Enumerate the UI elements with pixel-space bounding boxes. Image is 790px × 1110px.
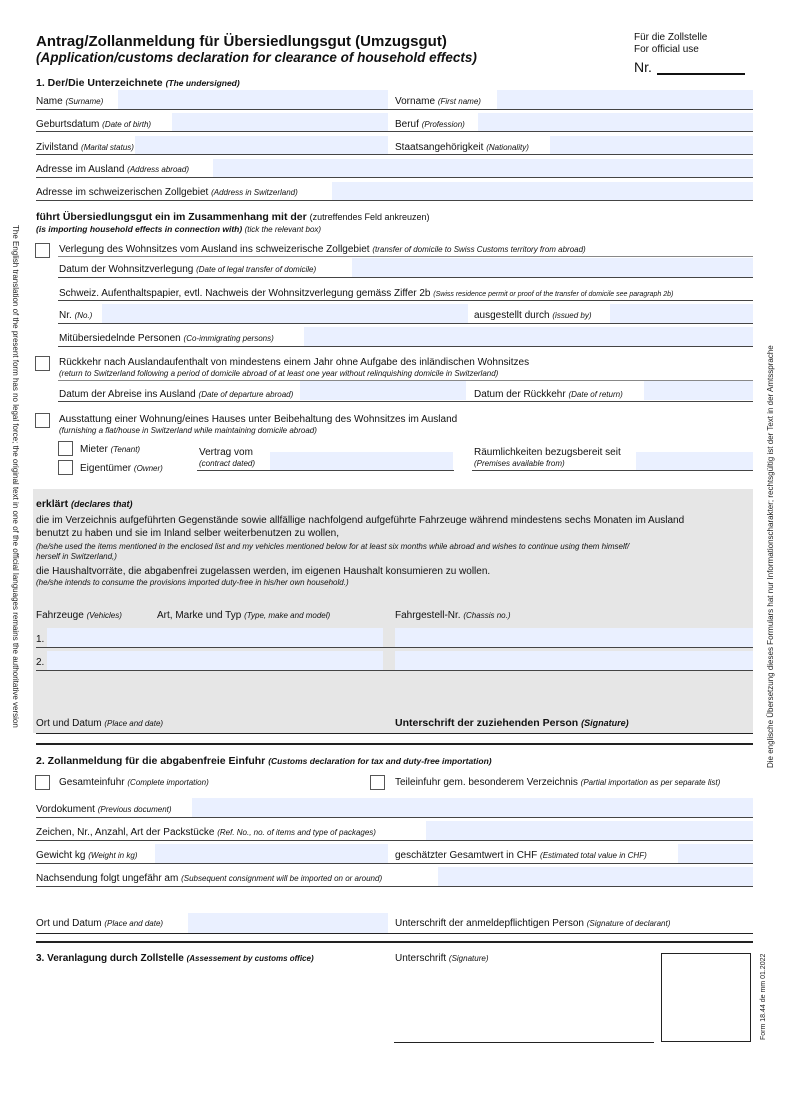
declares-line1: die im Verzeichnis aufgeführten Gegenstände sowie allfällige nachfolgend aufgeführte Fahrzeuge während mindestens sechs Monaten im Ausland [36,515,685,526]
issued-by-label: ausgestellt durch (issued by) [474,310,592,321]
subsequent-field[interactable] [440,870,751,884]
declares-signature-label: Unterschrift der zuziehenden Person (Signature) [395,717,629,729]
transfer-date-label: Datum der Wohnsitzverlegung (Date of legal transfer of domicile) [59,264,317,275]
declares-heading: erklärt (declares that) [36,498,133,510]
vehicle1-chassis-field[interactable] [397,631,751,645]
dob-label: Geburtsdatum (Date of birth) [36,119,152,130]
nationality-label: Staatsangehörigkeit (Nationality) [395,142,529,153]
imports-heading: führt Übersiedlungsgut ein im Zusammenhang mit der (zutreffendes Feld ankreuzen) [36,211,430,223]
vehicle1-make-field[interactable] [49,631,381,645]
dob-field[interactable] [174,116,386,130]
profession-field[interactable] [480,116,751,130]
row-line [58,401,753,402]
complete-import-checkbox[interactable] [35,775,50,790]
profession-label: Beruf (Profession) [395,119,465,130]
addr-abroad-label: Adresse im Ausland (Address abroad) [36,164,189,175]
title-de: Antrag/Zollanmeldung für Übersiedlungsgut (Umzugsgut) [36,33,447,50]
chassis-label: Fahrgestell-Nr. (Chassis no.) [395,610,511,621]
nationality-field[interactable] [552,139,751,153]
contract-date-field[interactable] [272,455,451,469]
vehicle2-make-field[interactable] [49,654,381,668]
left-margin-note: The English translation of the present form has no legal force; the original text in one of the official languages remains the authoritative version [11,225,20,728]
packages-label: Zeichen, Nr., Anzahl, Art der Packstücke (Ref. No., no. of items and type of packages) [36,827,376,838]
row-line [472,470,753,471]
tenant-checkbox[interactable] [58,441,73,456]
row-line [36,200,753,201]
section3-signature-label: Unterschrift (Signature) [395,953,489,964]
declares-line4: herself in Switzerland,) [36,552,117,561]
weight-field[interactable] [157,847,386,861]
transfer-domicile-checkbox[interactable] [35,243,50,258]
contract-label-en: (contract dated) [199,459,256,468]
title-en: (Application/customs declaration for clearance of household effects) [36,50,477,65]
premises-label: Räumlichkeiten bezugsbereit seit [474,447,621,458]
vehicle2-chassis-field[interactable] [397,654,751,668]
declares-place-date-label: Ort und Datum (Place and date) [36,718,164,729]
furnishing-checkbox[interactable] [35,413,50,428]
permit-label: Schweiz. Aufenthaltspapier, evtl. Nachweis der Wohnsitzverlegung gemäss Ziffer 2b (Swiss residence permit or proof of the transfer of domicile see paragraph 2b) [59,288,674,299]
owner-label: Eigentümer (Owner) [80,463,163,474]
row-line [36,817,753,818]
row-line [36,670,753,671]
subsequent-label: Nachsendung folgt ungefähr am (Subsequent consignment will be imported on or around) [36,873,383,884]
tenant-label: Mieter (Tenant) [80,444,141,455]
prev-doc-field[interactable] [194,801,751,815]
partial-import-checkbox[interactable] [370,775,385,790]
section3-heading: 3. Veranlagung durch Zollstelle (Assessement by customs office) [36,953,314,964]
return-date-label: Datum der Rückkehr (Date of return) [474,389,623,400]
section-divider [36,941,753,943]
marital-label: Zivilstand (Marital status) [36,142,134,153]
opt1-label: Verlegung des Wohnsitzes vom Ausland ins schweizerische Zollgebiet (transfer of domicile to Swiss Customs territory from abroad) [59,244,586,255]
packages-field[interactable] [428,824,751,838]
row-line [58,346,753,347]
surname-field[interactable] [120,94,386,108]
row-line [36,177,753,178]
co-persons-label: Mitübersiedelnde Personen (Co-immigrating persons) [59,333,274,344]
surname-label: Name (Surname) [36,96,104,107]
departure-date-field[interactable] [302,384,464,398]
issued-by-field[interactable] [612,307,751,321]
vehicle-row-1-label: 1. [36,634,45,645]
decl-place-date-field[interactable] [190,916,386,930]
section2-heading: 2. Zollanmeldung für die abgabenfreie Einfuhr (Customs declaration for tax and duty-free importation) [36,755,492,767]
addr-abroad-field[interactable] [215,162,751,176]
official-nr-line [657,73,745,75]
row-line [36,886,753,887]
departure-date-label: Datum der Abreise ins Ausland (Date of departure abroad) [59,389,294,400]
opt2-label: Rückkehr nach Auslandaufenthalt von mindestens einem Jahr ohne Aufgabe des inländischen Wohnsitzes [59,357,530,368]
section1-heading: 1. Der/Die Unterzeichnete (The undersigned) [36,77,240,89]
declares-line5: die Haushaltvorräte, die abgabenfrei zugelassen werden, im eigenen Haushalt konsumieren zu wollen. [36,566,491,577]
addr-ch-label: Adresse im schweizerischen Zollgebiet (Address in Switzerland) [36,187,298,198]
imports-heading-en: (is importing household effects in connection with) (tick the relevant box) [36,224,322,234]
permit-nr-label: Nr. (No.) [59,310,93,321]
weight-label: Gewicht kg (Weight in kg) [36,850,138,861]
row-line [36,863,753,864]
vehicle-row-2-label: 2. [36,657,45,668]
signature-line [394,1042,654,1043]
row-line [36,109,753,110]
official-use-de: Für die Zollstelle [634,32,708,43]
opt2-label-en: (return to Switzerland following a period of domicile abroad of at least one year without relinquishing domicile in Switzerland) [59,369,499,378]
row-line [58,256,753,257]
permit-nr-field[interactable] [104,307,466,321]
right-margin-note: Die englische Übersetzung dieses Formulars hat nur Informationscharakter; rechtsgültig ist der Text in der Amtssprache [766,345,775,768]
decl-place-date-label: Ort und Datum (Place and date) [36,918,164,929]
official-nr-label: Nr. [634,59,652,75]
owner-checkbox[interactable] [58,460,73,475]
value-field[interactable] [680,847,751,861]
section-divider [36,743,753,745]
value-label: geschätzter Gesamtwert in CHF (Estimated total value in CHF) [395,850,647,861]
firstname-label: Vorname (First name) [395,96,481,107]
row-line [36,840,753,841]
complete-import-label: Gesamteinfuhr (Complete importation) [59,777,209,788]
row-line [58,300,753,301]
row-line [36,647,753,648]
addr-ch-field[interactable] [334,185,751,199]
premises-date-field[interactable] [638,455,751,469]
official-use-en: For official use [634,44,699,55]
transfer-date-field[interactable] [354,261,751,275]
declares-line3: (he/she used the items mentioned in the enclosed list and my vehicles mentioned below for at least six months while abroad and wishes to continue using them himself/ [36,542,630,551]
make-label: Art, Marke und Typ (Type, make and model) [157,610,331,621]
row-line [58,277,753,278]
return-date-field[interactable] [646,384,751,398]
return-checkbox[interactable] [35,356,50,371]
stamp-box[interactable] [661,953,751,1042]
partial-import-label: Teileinfuhr gem. besonderem Verzeichnis (Partial importation as per separate list) [395,777,721,788]
marital-field[interactable] [137,139,386,153]
row-line [36,933,753,934]
row-line [36,154,753,155]
contract-label: Vertrag vom [199,447,253,458]
declares-line2: benutzt zu haben und sie im Inland selber weiterbenutzen zu wollen, [36,528,339,539]
row-line [36,733,753,734]
opt3-label-en: (furnishing a flat/house in Switzerland while maintaining domicile abroad) [59,426,317,435]
firstname-field[interactable] [499,94,751,108]
premises-label-en: (Premises available from) [474,459,565,468]
row-line [197,470,454,471]
form-number: Form 18.44 de mm 01.2022 [760,953,767,1040]
vehicles-label: Fahrzeuge (Vehicles) [36,610,122,621]
co-persons-field[interactable] [306,330,751,344]
prev-doc-label: Vordokument (Previous document) [36,804,172,815]
declarant-signature-label: Unterschrift der anmeldepflichtigen Person (Signature of declarant) [395,918,671,929]
row-line [58,323,753,324]
row-line [36,131,753,132]
declares-line6: (he/she intends to consume the provisions imported duty-free in his/her own household.) [36,578,349,587]
opt3-label: Ausstattung einer Wohnung/eines Hauses unter Beibehaltung des Wohnsitzes im Ausland [59,414,458,425]
